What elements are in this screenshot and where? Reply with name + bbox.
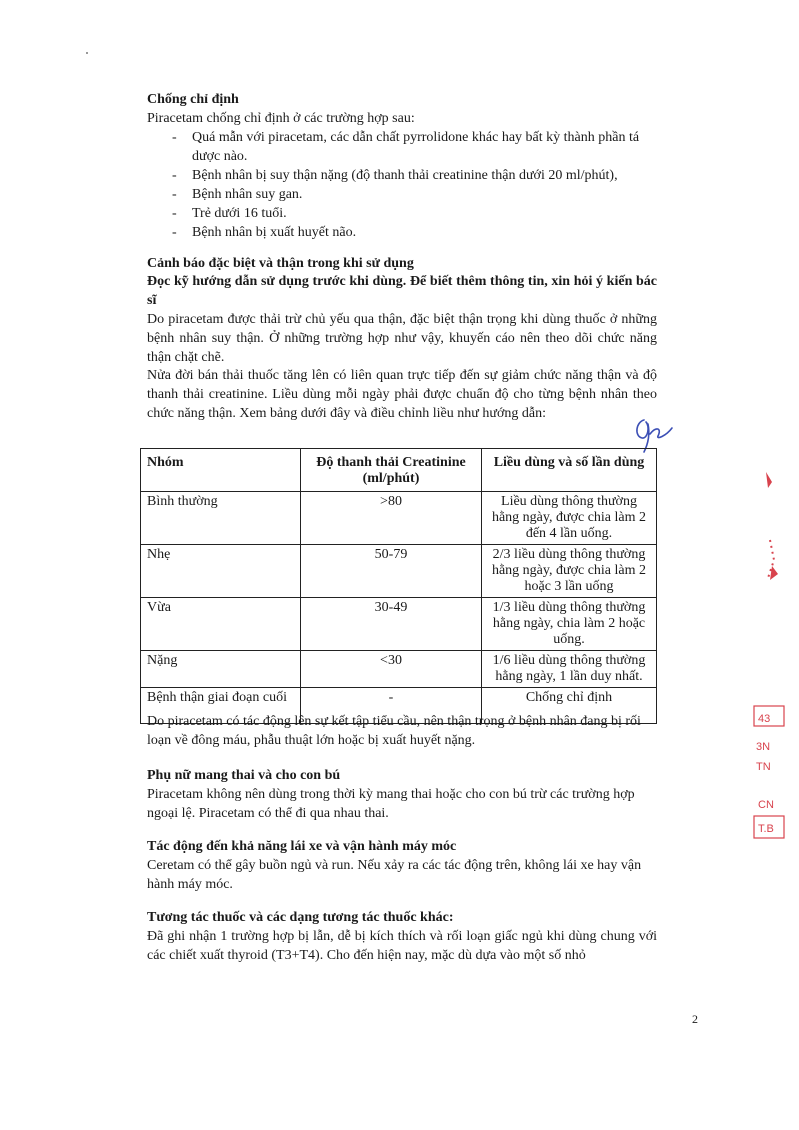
- contraindications-heading: Chống chỉ định: [147, 92, 239, 107]
- stamp-text: T.B: [758, 823, 774, 835]
- pregnancy-heading: Phụ nữ mang thai và cho con bú: [147, 768, 341, 783]
- stamp-graphic: [752, 470, 792, 850]
- table-cell: 50-79: [301, 545, 482, 598]
- contraindications-intro: Piracetam chống chỉ định ở các trường hợp sau:: [147, 111, 415, 126]
- after-table-note: Do piracetam có tác động lên sự kết tập tiểu cầu, nên thận trọng ở bệnh nhân đang bị rối loạn về đông máu, phẫu thuật lớn hoặc bị xuất huyết nặng.: [147, 714, 641, 748]
- warnings-paragraph-2: Nửa đời bán thải thuốc tăng lên có liên quan trực tiếp đến sự giảm chức năng thận và độ thanh thải creatinine. Liều dùng mỗi ngày phải được chuẩn độ cho từng bệnh nhân theo chức năng thận. Xem bảng dưới đây và điều chỉnh liều như hướng dẫn:: [147, 368, 657, 421]
- table-cell: Chống chỉ định: [482, 688, 657, 724]
- table-cell: Bình thường: [141, 492, 301, 545]
- list-item: - Quá mẫn với piracetam, các dẫn chất pyrrolidone khác hay bất kỳ thành phần tá dược nào.: [172, 128, 652, 166]
- column-header: Nhóm: [141, 449, 301, 492]
- column-header: Liều dùng và số lần dùng: [482, 449, 657, 492]
- list-item: - Bệnh nhân bị suy thận nặng (độ thanh thải creatinine thận dưới 20 ml/phút),: [172, 166, 652, 185]
- stamp-text: 43: [758, 713, 771, 725]
- list-item: - Trẻ dưới 16 tuổi.: [172, 204, 652, 223]
- pregnancy-text: Piracetam không nên dùng trong thời kỳ mang thai hoặc cho con bú trừ các trường hợp ngoại lệ. Piracetam có thể đi qua nhau thai.: [147, 787, 635, 821]
- interactions-text: Đã ghi nhận 1 trường hợp bị lẫn, dễ bị kích thích và rối loạn giấc ngủ khi dùng chung với các chiết xuất thyroid (T3+T4). Cho đến hiện nay, mặc dù dựa vào một số nhỏ: [147, 929, 657, 963]
- contraindications-list: [172, 128, 652, 242]
- driving-heading: Tác động đến khả năng lái xe và vận hành máy móc: [147, 839, 457, 854]
- table-cell: Nặng: [141, 651, 301, 688]
- warnings-paragraph-1: Do piracetam được thải trừ chủ yếu qua thận, đặc biệt thận trọng khi dùng thuốc ở những bệnh nhân suy thận. Ở những trường hợp như vậy, khuyến cáo nên theo dõi chức năng thận chặt chẽ.: [147, 312, 657, 365]
- table-cell: >80: [301, 492, 482, 545]
- stamp-text: TN: [756, 761, 771, 773]
- red-stamp: [752, 470, 792, 850]
- table-header-row: [141, 449, 657, 492]
- warnings-heading: Cảnh báo đặc biệt và thận trong khi sử dụng: [147, 256, 414, 271]
- scan-speck: [86, 52, 88, 54]
- table-cell: 1/3 liều dùng thông thường hằng ngày, chia làm 2 hoặc uống.: [482, 598, 657, 651]
- table-row: [141, 492, 657, 545]
- table-cell: 30-49: [301, 598, 482, 651]
- warnings-subheading: Đọc kỹ hướng dẫn sử dụng trước khi dùng. Để biết thêm thông tin, xin hỏi ý kiến bác sĩ: [147, 274, 657, 308]
- table-row: [141, 651, 657, 688]
- list-item: - Bệnh nhân bị xuất huyết não.: [172, 223, 652, 242]
- table-cell: -: [301, 688, 482, 724]
- table-cell: Nhẹ: [141, 545, 301, 598]
- column-header: Độ thanh thải Creatinine (ml/phút): [301, 449, 482, 492]
- table-row: [141, 598, 657, 651]
- dose-table: [140, 448, 657, 724]
- driving-text: Ceretam có thể gây buồn ngủ và run. Nếu xảy ra các tác động trên, không lái xe hay vận hành máy móc.: [147, 858, 642, 892]
- table-cell: 2/3 liều dùng thông thường hằng ngày, được chia làm 2 hoặc 3 lần uống: [482, 545, 657, 598]
- table-cell: 1/6 liều dùng thông thường hằng ngày, 1 lần duy nhất.: [482, 651, 657, 688]
- stamp-text: 3N: [756, 741, 771, 753]
- table-cell: Vừa: [141, 598, 301, 651]
- table-cell: Bệnh thận giai đoạn cuối: [141, 688, 301, 724]
- table-cell: Liều dùng thông thường hằng ngày, được chia làm 2 đến 4 lần uống.: [482, 492, 657, 545]
- interactions-heading: Tương tác thuốc và các dạng tương tác thuốc khác:: [147, 910, 454, 925]
- table-row: [141, 545, 657, 598]
- table-cell: <30: [301, 651, 482, 688]
- list-item: - Bệnh nhân suy gan.: [172, 185, 652, 204]
- page-number: 2: [692, 1012, 698, 1026]
- stamp-text: CN: [758, 799, 774, 811]
